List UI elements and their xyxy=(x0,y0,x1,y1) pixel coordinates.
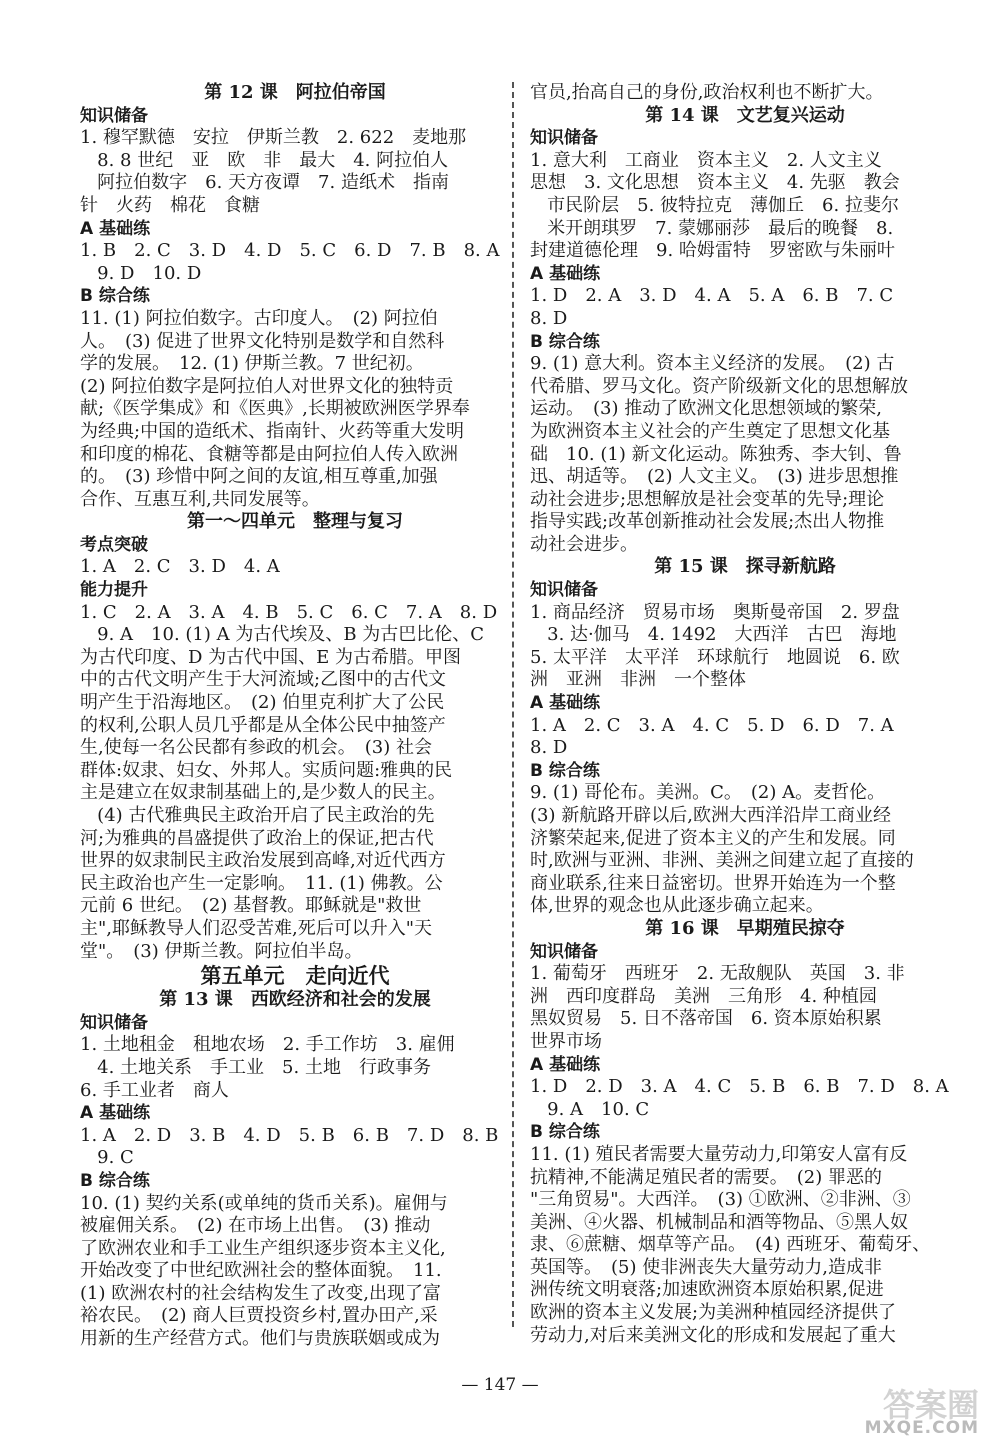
text-line: 河;为雅典的昌盛提供了政治上的保证,把古代 xyxy=(80,827,434,849)
text-line: 世界市场 xyxy=(530,1030,602,1052)
section-title: 第五单元 走向近代 xyxy=(200,963,390,989)
text-line: 世界的奴隶制民主政治发展到高峰,对近代西方 xyxy=(80,850,446,872)
text-line: (3) 新航路开辟以后,欧洲大西洋沿岸工商业经 xyxy=(530,805,891,826)
subsection-heading: B 综合练 xyxy=(530,1122,600,1143)
text-line: 裕农民。 (2) 商人巨贾投资乡村,置办田产,采 xyxy=(80,1305,438,1327)
text-line: 为古代印度、D 为古代中国、E 为古希腊。甲图 xyxy=(80,646,462,668)
section-title: 第 16 课 早期殖民掠夺 xyxy=(645,917,845,939)
text-line: 洲 西印度群岛 美洲 三角形 4. 种植园 xyxy=(530,985,877,1007)
text-line: 1. 意大利 工商业 资本主义 2. 人文主义 xyxy=(530,149,882,171)
text-line: 欧洲的资本主义发展;为美洲种植园经济提供了 xyxy=(530,1302,897,1324)
text-line: 1. A 2. D 3. B 4. D 5. B 6. B 7. D 8. B xyxy=(80,1124,499,1146)
watermark-url: MXQE.COM xyxy=(864,1418,979,1438)
watermark-logo xyxy=(825,1380,985,1438)
subsection-heading: 考点突破 xyxy=(80,534,148,555)
text-line: 了欧洲农业和手工业生产组织逐步资本主义化, xyxy=(80,1237,446,1259)
section-title: 第 13 课 西欧经济和社会的发展 xyxy=(159,989,431,1011)
text-line: 1. A 2. C 3. D 4. A xyxy=(80,556,280,578)
text-line: (1) 欧洲农村的社会结构发生了改变,出现了富 xyxy=(80,1282,441,1304)
subsection-heading: 能力提升 xyxy=(80,580,148,601)
text-line: 指导实践;改革创新推动社会发展;杰出人物推 xyxy=(530,511,885,533)
text-line: 1. A 2. C 3. A 4. C 5. D 6. D 7. A xyxy=(530,714,894,736)
subsection-heading: 知识储备 xyxy=(530,580,598,601)
text-line: 5. 太平洋 太平洋 环球航行 地圆说 6. 欧 xyxy=(530,646,900,668)
text-line: 动社会进步;思想解放是社会变革的先导;理论 xyxy=(530,488,885,510)
text-line: 商业联系,往来日益密切。世界开始连为一个整 xyxy=(530,872,896,894)
subsection-heading: A 基础练 xyxy=(530,693,601,714)
text-line: 动社会进步。 xyxy=(530,533,638,555)
text-line: 础 10. (1) 新文化运动。陈独秀、李大钊、鲁 xyxy=(530,443,902,465)
text-line: 明产生于沿海地区。 (2) 伯里克利扩大了公民 xyxy=(80,692,445,714)
text-line: 8. D xyxy=(530,307,568,329)
subsection-heading: B 综合练 xyxy=(530,331,600,352)
text-line: 1. C 2. A 3. A 4. B 5. C 6. C 7. A 8. D xyxy=(80,601,498,623)
text-line: 民主政治也产生一定影响。 11. (1) 佛教。公 xyxy=(80,872,443,894)
subsection-heading: A 基础练 xyxy=(80,1103,151,1124)
text-line: 1. B 2. C 3. D 4. D 5. C 6. D 7. B 8. A xyxy=(80,240,500,262)
text-line: (4) 古代雅典民主政治开启了民主政治的先 xyxy=(80,805,435,826)
text-line: 中的古代文明产生于大河流域;乙图中的古代文 xyxy=(80,669,447,691)
text-line: 11. (1) 阿拉伯数字。古印度人。 (2) 阿拉伯 xyxy=(80,307,438,329)
section-title: 第一～四单元 整理与复习 xyxy=(187,511,403,533)
text-line: 6. 手工业者 商人 xyxy=(80,1079,229,1101)
subsection-heading: 知识储备 xyxy=(80,1012,148,1033)
text-line: 元前 6 世纪。 (2) 基督教。耶稣就是"救世 xyxy=(80,895,422,917)
text-line: 米开朗琪罗 7. 蒙娜丽莎 最后的晚餐 8. xyxy=(530,217,894,239)
subsection-heading: A 基础练 xyxy=(530,263,601,284)
text-line: 1. 商品经济 贸易市场 奥斯曼帝国 2. 罗盘 xyxy=(530,601,900,623)
text-line: 1. 葡萄牙 西班牙 2. 无敌舰队 英国 3. 非 xyxy=(530,963,905,985)
page-number: — 147 — xyxy=(461,1375,539,1395)
text-line: 代希腊、罗马文化。资产阶级新文化的思想解放 xyxy=(530,375,908,397)
text-line: 劳动力,对后来美洲文化的形成和发展起了重大 xyxy=(530,1324,896,1346)
text-line: 群体:奴隶、妇女、外邦人。实质问题:雅典的民 xyxy=(80,759,453,781)
text-line: 9. (1) 哥伦布。美洲。C。 (2) A。麦哲伦。 xyxy=(530,782,886,804)
text-line: 封建道德伦理 9. 哈姆雷特 罗密欧与朱丽叶 xyxy=(530,240,895,262)
text-line: 主是建立在奴隶制基础上的,是少数人的民主。 xyxy=(80,782,446,804)
text-line: 1. 穆罕默德 安拉 伊斯兰教 2. 622 麦地那 xyxy=(80,127,467,149)
text-line: 阿拉伯数字 6. 天方夜谭 7. 造纸术 指南 xyxy=(80,172,449,194)
subsection-heading: 知识储备 xyxy=(530,128,598,149)
column-divider xyxy=(512,82,514,1327)
watermark-chinese: 答案圈 xyxy=(882,1386,979,1424)
section-title: 第 14 课 文艺复兴运动 xyxy=(645,104,845,126)
subsection-heading: B 综合练 xyxy=(530,760,600,781)
text-line: 11. (1) 殖民者需要大量劳动力,印第安人富有反 xyxy=(530,1143,908,1165)
text-line: 针 火药 棉花 食糖 xyxy=(80,194,260,216)
text-line: 运动。 (3) 推动了欧洲文化思想领域的繁荣, xyxy=(530,398,882,420)
text-line: 市民阶层 5. 彼特拉克 薄伽丘 6. 拉斐尔 xyxy=(530,194,899,216)
text-line: 生,使每一名公民都有参政的机会。 (3) 社会 xyxy=(80,737,432,759)
text-line: 用新的生产经营方式。他们与贵族联姻或成为 xyxy=(80,1328,440,1350)
text-line: 4. 土地关系 手工业 5. 土地 行政事务 xyxy=(80,1056,431,1078)
text-line: 9. A 10. (1) A 为古代埃及、B 为古巴比伦、C xyxy=(80,624,485,646)
text-line: 9. A 10. C xyxy=(530,1098,650,1120)
text-line: 8. 8 世纪 亚 欧 非 最大 4. 阿拉伯人 xyxy=(80,149,449,171)
text-line: 济繁荣起来,促进了资本主义的产生和发展。同 xyxy=(530,827,896,849)
text-line: 思想 3. 文化思想 资本主义 4. 先驱 教会 xyxy=(530,172,900,194)
subsection-heading: 知识储备 xyxy=(530,941,598,962)
text-line: 3. 达·伽马 4. 1492 大西洋 古巴 海地 xyxy=(530,624,897,646)
text-line: 学的发展。 12. (1) 伊斯兰教。7 世纪初。 xyxy=(80,353,424,375)
text-line: 迅、胡适等。 (2) 人文主义。 (3) 进步思想推 xyxy=(530,466,899,488)
text-line: 为经典;中国的造纸术、指南针、火药等重大发明 xyxy=(80,420,465,442)
text-line: 10. (1) 契约关系(或单纯的货币关系)。雇佣与 xyxy=(80,1192,448,1214)
text-line: 1. 土地租金 租地农场 2. 手工作坊 3. 雇佣 xyxy=(80,1034,455,1056)
text-line: 洲传统文明衰落;加速欧洲资本原始积累,促进 xyxy=(530,1279,884,1301)
text-line: 9. D 10. D xyxy=(80,262,202,284)
text-line: 美洲、④火器、机械制品和酒等物品、⑤黑人奴 xyxy=(530,1211,908,1233)
text-line: 隶、⑥蔗糖、烟草等产品。 (4) 西班牙、葡萄牙、 xyxy=(530,1234,931,1256)
text-line: (2) 阿拉伯数字是阿拉伯人对世界文化的独特贡 xyxy=(80,375,454,397)
subsection-heading: B 综合练 xyxy=(80,286,150,307)
text-line: 开始改变了中世纪欧洲社会的整体面貌。 11. xyxy=(80,1260,442,1282)
text-line: 献;《医学集成》和《医典》,长期被欧洲医学界奉 xyxy=(80,398,470,420)
text-line: 黑奴贸易 5. 日不落帝国 6. 资本原始积累 xyxy=(530,1008,882,1030)
text-line: 抗精神,不能满足殖民者的需要。 (2) 罪恶的 xyxy=(530,1166,882,1188)
text-line: 9. C xyxy=(80,1147,134,1169)
subsection-heading: B 综合练 xyxy=(80,1170,150,1191)
text-line: 的权利,公职人员几乎都是从全体公民中抽签产 xyxy=(80,714,446,736)
text-line: 为欧洲资本主义社会的产生奠定了思想文化基 xyxy=(530,420,890,442)
text-line: 的。 (3) 珍惜中阿之间的友谊,相互尊重,加强 xyxy=(80,466,438,488)
text-line: "三角贸易"。大西洋。 (3) ①欧洲、②非洲、③ xyxy=(530,1189,911,1211)
section-title: 第 12 课 阿拉伯帝国 xyxy=(204,82,386,103)
text-line: 人。 (3) 促进了世界文化特别是数学和自然科 xyxy=(80,330,445,352)
text-line: 堂"。 (3) 伊斯兰教。阿拉伯半岛。 xyxy=(80,940,363,962)
text-line: 洲 亚洲 非洲 一个整体 xyxy=(530,669,746,691)
text-line: 被雇佣关系。 (2) 在市场上出售。 (3) 推动 xyxy=(80,1215,431,1237)
subsection-heading: A 基础练 xyxy=(530,1054,601,1075)
text-line: 体,世界的观念也从此逐步确立起来。 xyxy=(530,895,824,917)
text-line: 主",耶稣教导人们忍受苦难,死后可以升入"天 xyxy=(80,917,432,939)
text-line: 1. D 2. D 3. A 4. C 5. B 6. B 7. D 8. A xyxy=(530,1076,949,1098)
text-line: 合作、互惠互利,共同发展等。 xyxy=(80,488,320,510)
text-line: 时,欧洲与亚洲、非洲、美洲之间建立起了直接的 xyxy=(530,850,914,872)
text-line: 和印度的棉花、食糖等都是由阿拉伯人传入欧洲 xyxy=(80,443,458,465)
text-line: 英国等。 (5) 使非洲丧失大量劳动力,造成非 xyxy=(530,1256,882,1278)
text-line: 8. D xyxy=(530,737,568,759)
left-column xyxy=(80,82,510,1351)
subsection-heading: 知识储备 xyxy=(80,105,148,126)
right-column xyxy=(530,82,960,1347)
text-line: 9. (1) 意大利。资本主义经济的发展。 (2) 古 xyxy=(530,353,895,375)
subsection-heading: A 基础练 xyxy=(80,218,151,239)
text-line: 官员,抬高自己的身份,政治权利也不断扩大。 xyxy=(530,82,884,103)
section-title: 第 15 课 探寻新航路 xyxy=(654,556,836,578)
text-line: 1. D 2. A 3. D 4. A 5. A 6. B 7. C xyxy=(530,285,894,307)
